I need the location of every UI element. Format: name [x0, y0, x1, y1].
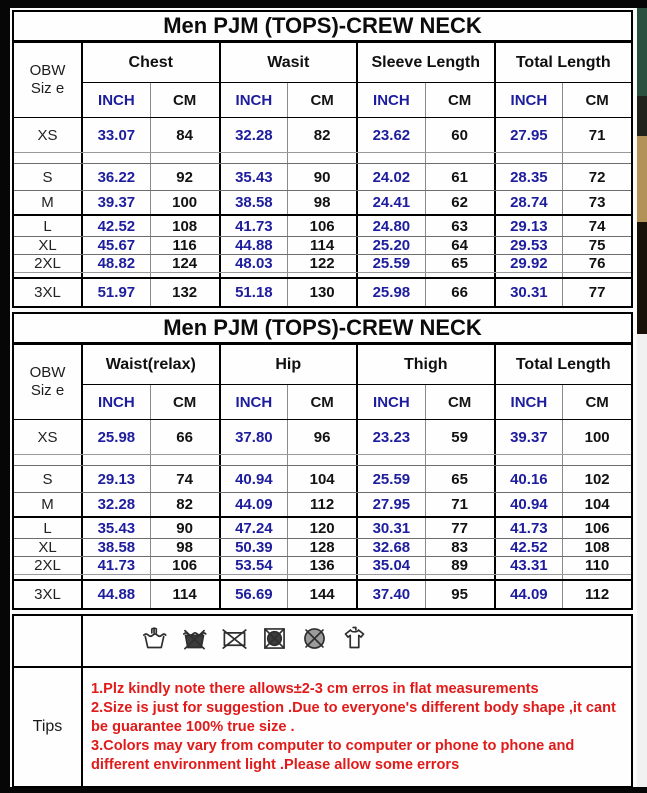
value-cell	[81, 153, 150, 163]
value-cell: 51.18	[219, 279, 288, 306]
value-cell	[494, 153, 563, 163]
value-cell: 76	[562, 255, 631, 272]
unit-header: CM	[425, 385, 494, 419]
value-cell: 37.40	[356, 581, 425, 608]
tips-label: Tips	[32, 718, 63, 735]
value-cell	[425, 273, 494, 277]
table-row	[14, 163, 631, 190]
size-cell	[14, 153, 81, 163]
value-cell: 25.20	[356, 237, 425, 254]
value-cell	[562, 273, 631, 277]
value-cell	[356, 273, 425, 277]
value-cell	[287, 153, 356, 163]
unit-header: INCH	[81, 385, 150, 419]
table-row	[14, 492, 631, 516]
table-title: Men PJM (TOPS)-CREW NECK	[14, 314, 631, 345]
value-cell: 28.74	[494, 191, 563, 214]
value-cell: 56.69	[219, 581, 288, 608]
value-cell: 60	[425, 118, 494, 152]
value-cell: 130	[287, 279, 356, 306]
value-cell: 108	[562, 539, 631, 556]
size-header-line: Siz e	[30, 80, 65, 97]
size-cell: XS	[37, 126, 58, 144]
value-cell	[494, 455, 563, 465]
value-cell	[562, 575, 631, 579]
photo-strip-segment	[637, 96, 647, 136]
photo-strip-segment	[637, 136, 647, 222]
value-cell	[150, 575, 219, 579]
value-cell	[219, 455, 288, 465]
value-cell: 33.07	[81, 118, 150, 152]
value-cell: 84	[150, 118, 219, 152]
photo-strip-segment	[637, 8, 647, 96]
group-header: Waist(relax)	[81, 345, 219, 385]
value-cell: 96	[287, 420, 356, 454]
do-not-wash-icon	[181, 625, 208, 657]
value-cell: 29.13	[494, 216, 563, 236]
value-cell: 77	[425, 518, 494, 538]
value-cell: 24.02	[356, 164, 425, 190]
value-cell: 110	[562, 557, 631, 574]
table-body	[14, 420, 631, 608]
value-cell: 98	[150, 539, 219, 556]
size-cell: XL	[38, 237, 57, 254]
value-cell: 29.13	[81, 466, 150, 492]
value-cell	[287, 273, 356, 277]
value-cell: 95	[425, 581, 494, 608]
unit-header: INCH	[356, 83, 425, 117]
unit-header: INCH	[494, 83, 563, 117]
value-cell: 77	[562, 279, 631, 306]
value-cell: 40.94	[494, 493, 563, 516]
table-row	[14, 556, 631, 574]
value-cell: 128	[287, 539, 356, 556]
value-cell	[425, 455, 494, 465]
value-cell: 112	[562, 581, 631, 608]
size-cell: 3XL	[34, 586, 61, 603]
care-row	[14, 616, 631, 668]
value-cell: 35.04	[356, 557, 425, 574]
value-cell: 48.03	[219, 255, 288, 272]
value-cell: 66	[150, 420, 219, 454]
value-cell: 65	[425, 466, 494, 492]
value-cell: 82	[150, 493, 219, 516]
drip-dry-icon	[341, 625, 368, 657]
size-header-line: OBW	[29, 364, 66, 381]
tip-line: 1.Plz kindly note there allows±2-3 cm erros in flat measurements	[91, 681, 539, 697]
table-header	[14, 345, 631, 420]
care-and-tips-table	[12, 614, 633, 788]
group-header: Thigh	[356, 345, 494, 385]
value-cell	[150, 455, 219, 465]
value-cell: 36.22	[81, 164, 150, 190]
value-cell: 45.67	[81, 237, 150, 254]
size-header-line: Siz e	[30, 382, 65, 399]
value-cell: 28.35	[494, 164, 563, 190]
value-cell	[356, 455, 425, 465]
value-cell	[219, 575, 288, 579]
do-not-iron-icon	[221, 625, 248, 657]
size-cell	[14, 273, 81, 277]
value-cell: 30.31	[494, 279, 563, 306]
value-cell	[562, 153, 631, 163]
do-not-dry-clean-icon	[301, 625, 328, 657]
unit-header: INCH	[219, 83, 288, 117]
size-cell: 3XL	[34, 284, 61, 301]
spacer-row	[14, 574, 631, 579]
tops-size-table	[12, 10, 633, 308]
value-cell: 24.41	[356, 191, 425, 214]
value-cell: 41.73	[219, 216, 288, 236]
value-cell: 65	[425, 255, 494, 272]
value-cell: 24.80	[356, 216, 425, 236]
size-cell: L	[43, 519, 52, 537]
value-cell	[356, 153, 425, 163]
size-cell: 2XL	[34, 557, 61, 574]
value-cell: 43.31	[494, 557, 563, 574]
value-cell: 122	[287, 255, 356, 272]
value-cell: 51.97	[81, 279, 150, 306]
side-photo-strip	[637, 8, 647, 787]
value-cell: 42.52	[494, 539, 563, 556]
hand-wash-icon	[141, 625, 168, 657]
table-row	[14, 214, 631, 236]
care-icons	[81, 616, 631, 666]
value-cell	[287, 455, 356, 465]
group-header: Chest	[81, 43, 219, 83]
value-cell	[219, 273, 288, 277]
value-cell: 41.73	[81, 557, 150, 574]
value-cell: 40.94	[219, 466, 288, 492]
value-cell: 29.53	[494, 237, 563, 254]
value-cell	[81, 455, 150, 465]
value-cell: 53.54	[219, 557, 288, 574]
size-cell: XS	[37, 428, 58, 446]
value-cell: 32.68	[356, 539, 425, 556]
unit-header: CM	[562, 83, 631, 117]
value-cell: 74	[562, 216, 631, 236]
size-column-header	[14, 43, 81, 117]
group-header: Hip	[219, 345, 357, 385]
value-cell: 74	[150, 466, 219, 492]
value-cell: 32.28	[219, 118, 288, 152]
table-row	[14, 277, 631, 306]
photo-strip-segment	[637, 222, 647, 334]
value-cell: 104	[287, 466, 356, 492]
unit-header: CM	[150, 385, 219, 419]
table-row	[14, 465, 631, 492]
value-cell: 62	[425, 191, 494, 214]
value-cell: 23.23	[356, 420, 425, 454]
value-cell: 25.98	[356, 279, 425, 306]
size-header-line: OBW	[29, 62, 66, 79]
size-column-header	[14, 345, 81, 419]
value-cell: 106	[150, 557, 219, 574]
value-cell: 71	[562, 118, 631, 152]
table-row	[14, 420, 631, 454]
value-cell: 39.37	[81, 191, 150, 214]
value-cell: 27.95	[494, 118, 563, 152]
care-row-empty-cell	[14, 616, 81, 666]
unit-header: CM	[425, 83, 494, 117]
size-cell: L	[43, 217, 52, 235]
value-cell: 90	[150, 518, 219, 538]
value-cell: 89	[425, 557, 494, 574]
group-header: Sleeve Length	[356, 43, 494, 83]
value-cell: 38.58	[81, 539, 150, 556]
value-cell: 35.43	[81, 518, 150, 538]
value-cell: 120	[287, 518, 356, 538]
value-cell: 29.92	[494, 255, 563, 272]
table-row	[14, 538, 631, 556]
tips-row	[14, 668, 631, 786]
value-cell: 71	[425, 493, 494, 516]
value-cell: 44.88	[81, 581, 150, 608]
size-cell: XL	[38, 539, 57, 556]
unit-header: CM	[562, 385, 631, 419]
size-cell: S	[42, 168, 53, 186]
value-cell: 108	[150, 216, 219, 236]
table-row	[14, 118, 631, 152]
value-cell: 40.16	[494, 466, 563, 492]
value-cell: 100	[562, 420, 631, 454]
value-cell: 23.62	[356, 118, 425, 152]
value-cell: 75	[562, 237, 631, 254]
value-cell: 124	[150, 255, 219, 272]
value-cell: 41.73	[494, 518, 563, 538]
table-row	[14, 516, 631, 538]
value-cell: 104	[562, 493, 631, 516]
unit-header: INCH	[494, 385, 563, 419]
size-chart-sheet	[12, 10, 633, 788]
value-cell: 30.31	[356, 518, 425, 538]
unit-header: CM	[150, 83, 219, 117]
spacer-row	[14, 272, 631, 277]
value-cell: 144	[287, 581, 356, 608]
value-cell: 73	[562, 191, 631, 214]
value-cell: 44.09	[494, 581, 563, 608]
value-cell: 100	[150, 191, 219, 214]
value-cell: 112	[287, 493, 356, 516]
table-row	[14, 190, 631, 214]
value-cell: 98	[287, 191, 356, 214]
tip-line: 2.Size is just for suggestion .Due to everyone's different body shape ,it cant be guarantee 100% true size .	[91, 700, 616, 735]
value-cell: 90	[287, 164, 356, 190]
value-cell: 25.59	[356, 466, 425, 492]
value-cell: 47.24	[219, 518, 288, 538]
value-cell: 27.95	[356, 493, 425, 516]
unit-header: INCH	[356, 385, 425, 419]
table-row	[14, 236, 631, 254]
value-cell: 59	[425, 420, 494, 454]
value-cell: 48.82	[81, 255, 150, 272]
value-cell: 44.09	[219, 493, 288, 516]
value-cell	[219, 153, 288, 163]
value-cell	[287, 575, 356, 579]
bottoms-size-table	[12, 312, 633, 610]
size-cell	[14, 455, 81, 465]
value-cell	[150, 273, 219, 277]
value-cell: 37.80	[219, 420, 288, 454]
value-cell: 39.37	[494, 420, 563, 454]
value-cell: 44.88	[219, 237, 288, 254]
spacer-row	[14, 152, 631, 163]
unit-header: CM	[287, 83, 356, 117]
value-cell: 35.43	[219, 164, 288, 190]
value-cell: 106	[562, 518, 631, 538]
unit-header: INCH	[81, 83, 150, 117]
value-cell	[356, 575, 425, 579]
size-chart-page	[10, 8, 637, 787]
value-cell: 102	[562, 466, 631, 492]
unit-header: INCH	[219, 385, 288, 419]
value-cell	[425, 575, 494, 579]
value-cell: 66	[425, 279, 494, 306]
table-header	[14, 43, 631, 118]
value-cell	[81, 575, 150, 579]
value-cell: 132	[150, 279, 219, 306]
size-cell: M	[41, 194, 54, 211]
value-cell: 106	[287, 216, 356, 236]
value-cell	[425, 153, 494, 163]
value-cell: 61	[425, 164, 494, 190]
size-cell: 2XL	[34, 255, 61, 272]
group-header: Total Length	[494, 345, 632, 385]
table-row	[14, 254, 631, 272]
value-cell: 114	[287, 237, 356, 254]
group-header: Wasit	[219, 43, 357, 83]
table-title: Men PJM (TOPS)-CREW NECK	[14, 12, 631, 43]
unit-header: CM	[287, 385, 356, 419]
value-cell: 64	[425, 237, 494, 254]
value-cell: 63	[425, 216, 494, 236]
tips-text	[81, 668, 631, 786]
value-cell: 25.59	[356, 255, 425, 272]
value-cell	[562, 455, 631, 465]
value-cell	[494, 273, 563, 277]
value-cell: 116	[150, 237, 219, 254]
value-cell: 83	[425, 539, 494, 556]
spacer-row	[14, 454, 631, 465]
table-body	[14, 118, 631, 306]
group-header: Total Length	[494, 43, 632, 83]
size-cell: M	[41, 496, 54, 513]
value-cell	[150, 153, 219, 163]
value-cell	[494, 575, 563, 579]
value-cell: 136	[287, 557, 356, 574]
value-cell: 114	[150, 581, 219, 608]
size-cell	[14, 575, 81, 579]
tip-line: 3.Colors may vary from computer to computer or phone to phone and different environment light .Please allow some errors	[91, 738, 575, 773]
value-cell: 72	[562, 164, 631, 190]
size-cell: S	[42, 470, 53, 488]
value-cell: 38.58	[219, 191, 288, 214]
value-cell	[81, 273, 150, 277]
do-not-tumble-dry-icon	[261, 625, 288, 657]
value-cell: 50.39	[219, 539, 288, 556]
value-cell: 82	[287, 118, 356, 152]
table-row	[14, 579, 631, 608]
value-cell: 32.28	[81, 493, 150, 516]
value-cell: 42.52	[81, 216, 150, 236]
value-cell: 25.98	[81, 420, 150, 454]
value-cell: 92	[150, 164, 219, 190]
